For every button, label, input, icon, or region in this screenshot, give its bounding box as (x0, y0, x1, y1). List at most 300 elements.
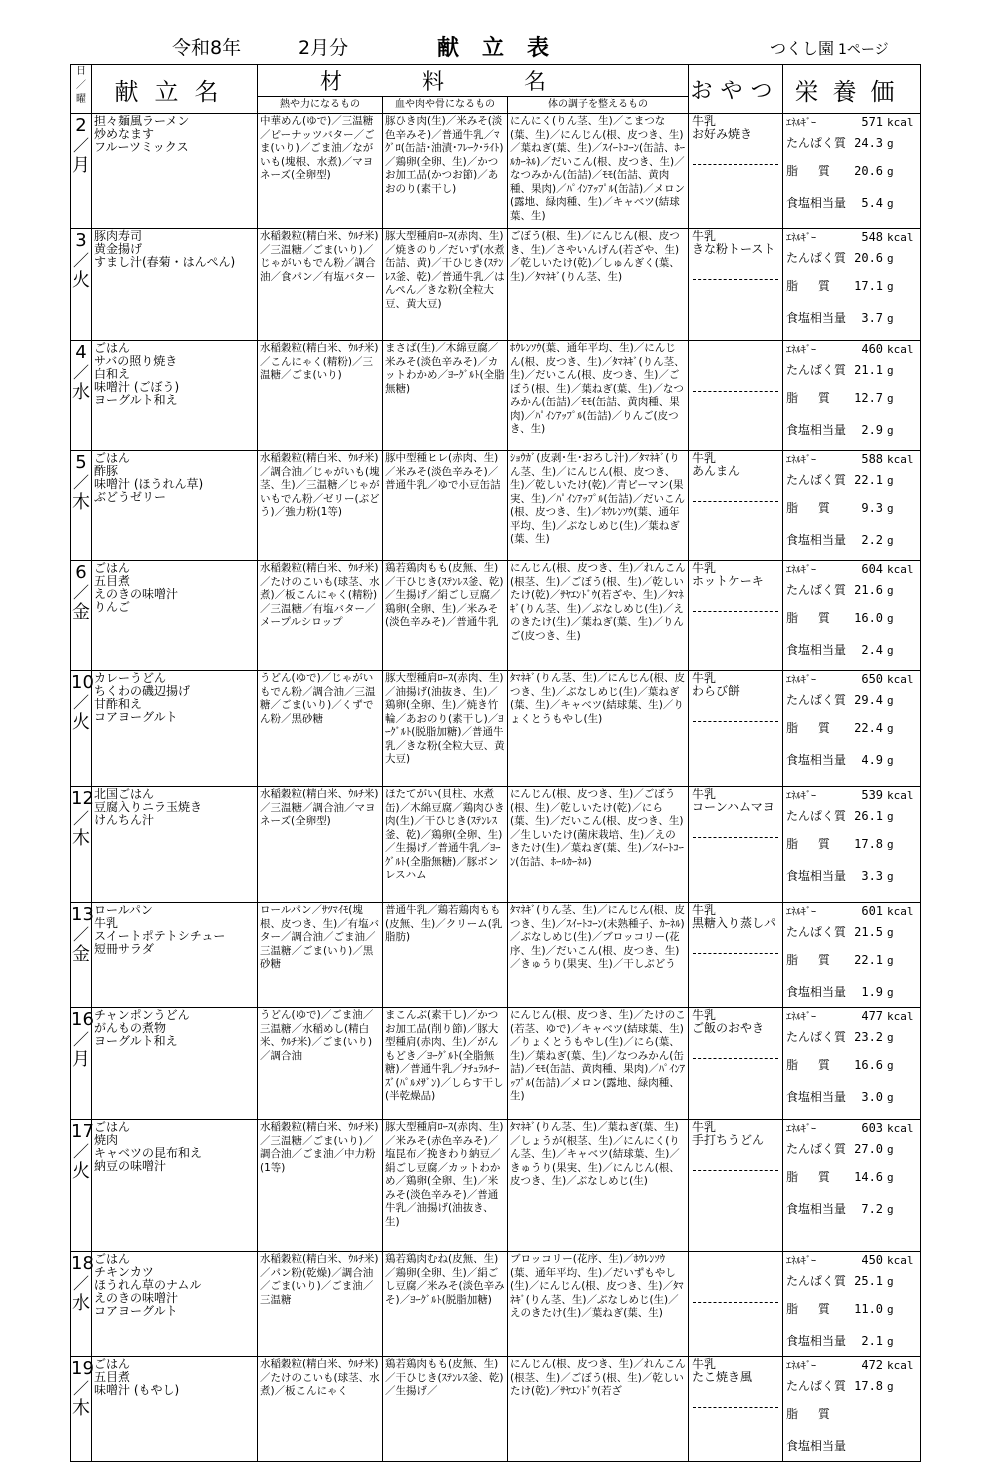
dish-name: 短冊サラダ (94, 942, 154, 956)
salt-unit: g (887, 870, 894, 883)
body-foods-cell: ｼｮｳｶﾞ(皮剥･生･おろし汁)／ﾀﾏﾈｷﾞ(りん茎、生)／にんじん(根、皮つき、生)／乾しいたけ(乾)／青ピーマン(果実、生)／ﾊﾟｲﾝｱｯﾌﾟﾙ(缶詰)／だいこん(根、皮つき、生)／ﾎｳﾚﾝｿｳ(葉、通年平均、生)／ぶなしめじ(生)／葉ねぎ(葉、生) (508, 451, 689, 561)
dishes-cell (92, 671, 258, 787)
nutrition-cell (783, 561, 921, 671)
energy-label: ｴﾈﾙｷﾞｰ (786, 345, 817, 356)
day-cell (71, 341, 92, 451)
protein-label: たんぱく質 (786, 473, 847, 487)
dish-name: 甘酢和え (94, 697, 143, 711)
body-foods-cell: にんじん(根、皮つき、生)／れんこん(根茎、生)／ごぼう(根、生)／乾しいたけ(乾)／ｻﾔｴﾝﾄﾞｳ(若ざ (508, 1357, 689, 1462)
col-ingredients-header (258, 65, 689, 97)
energy-row (786, 787, 917, 803)
snack-drink: 牛乳 (692, 1357, 717, 1371)
dishes-cell (92, 229, 258, 341)
fat-value: 22.4 (854, 721, 884, 735)
nutrition-cell (783, 114, 921, 229)
day-cell (71, 114, 92, 229)
dish-name: スイートポテトシチュー (94, 929, 226, 943)
energy-foods-cell: 中華めん(ゆで)／三温糖／ピーナッツバター／ごま(いり)／ごま油／ながいも(塊根、水煮)／マヨネーズ(全卵型) (258, 114, 383, 229)
fat-label: 脂 質 (786, 1058, 838, 1072)
body-foods-cell: にんじん(根、皮つき、生)／ごぼう(根、生)／乾しいたけ(乾)／にら(葉、生)／だいこん(根、皮つき、生)／生しいたけ(菌床栽培、生)／えのきたけ(生)／葉ねぎ(葉、生)／ｽｲｰﾄｺｰﾝ(缶詰、ﾎｰﾙｶｰﾈﾙ) (508, 787, 689, 903)
snack-item: あんまん (692, 464, 741, 478)
energy-value: 548 (861, 230, 884, 244)
fat-value: 14.6 (854, 1170, 884, 1184)
salt-unit: g (887, 197, 894, 210)
salt-label: 食塩相当量 (786, 869, 847, 883)
protein-value: 21.1 (854, 363, 884, 377)
energy-label: ｴﾈﾙｷﾞｰ (786, 455, 817, 466)
day-cell (71, 1008, 92, 1120)
energy-row (786, 451, 917, 467)
salt-row (786, 188, 917, 218)
fat-value: 17.8 (854, 837, 884, 851)
energy-row (786, 903, 917, 919)
dish-name: 五目煮 (94, 574, 131, 588)
protein-value: 29.4 (854, 693, 884, 707)
energy-row (786, 114, 917, 130)
snack-divider (693, 501, 778, 502)
protein-value: 21.5 (854, 925, 884, 939)
protein-value: 24.3 (854, 136, 884, 150)
day-number: 17 (71, 1121, 94, 1142)
protein-label: たんぱく質 (786, 363, 847, 377)
snack-cell (689, 1357, 783, 1462)
energy-unit: kcal (887, 1254, 914, 1267)
salt-row (786, 745, 917, 775)
nutrition-cell (783, 1008, 921, 1120)
fat-row (786, 383, 917, 415)
salt-row (786, 1431, 917, 1461)
snack-drink: 牛乳 (692, 671, 717, 685)
day-slash: ／ (72, 1142, 89, 1161)
energy-row (786, 671, 917, 687)
snack-divider (693, 953, 778, 954)
fat-row (786, 493, 917, 525)
energy-unit: kcal (887, 231, 914, 244)
energy-value: 477 (861, 1009, 884, 1023)
day-slash: ／ (72, 809, 89, 828)
fat-label: 脂 質 (786, 953, 838, 967)
nutrition-cell (783, 1120, 921, 1252)
school-name (770, 36, 889, 59)
dish-name: ごはん (94, 1252, 131, 1266)
protein-label: たんぱく質 (786, 809, 847, 823)
snack-divider (693, 1407, 778, 1408)
salt-unit: g (887, 312, 894, 325)
fat-value: 16.0 (854, 611, 884, 625)
fat-row (786, 1294, 917, 1326)
dish-name: 白和え (94, 367, 131, 381)
salt-value: 1.9 (861, 985, 884, 999)
dish-name: りんご (94, 600, 131, 614)
day-weekday: 木 (72, 1398, 90, 1419)
dish-name: 酢豚 (94, 464, 119, 478)
dishes-cell (92, 903, 258, 1008)
snack-item: ホットケーキ (692, 574, 764, 588)
protein-row (786, 687, 917, 713)
energy-value: 571 (861, 115, 884, 129)
energy-unit: kcal (887, 673, 914, 686)
fat-unit: g (887, 1171, 894, 1184)
energy-value: 603 (861, 1121, 884, 1135)
dish-name: フルーツミックス (94, 140, 189, 154)
nutrition-cell (783, 787, 921, 903)
energy-label: ｴﾈﾙｷﾞｰ (786, 675, 817, 686)
salt-label: 食塩相当量 (786, 1090, 847, 1104)
day-number: 16 (71, 1009, 94, 1030)
snack-drink: 牛乳 (692, 451, 717, 465)
day-number: 18 (71, 1253, 94, 1274)
dish-name: チャンポンうどん (94, 1008, 190, 1022)
energy-unit: kcal (887, 116, 914, 129)
protein-row (786, 1136, 917, 1162)
salt-unit: g (887, 754, 894, 767)
fat-row (786, 1050, 917, 1082)
day-weekday: 金 (72, 944, 90, 965)
fat-value: 20.6 (854, 164, 884, 178)
protein-row (786, 803, 917, 829)
protein-row (786, 1373, 917, 1399)
dishes-cell (92, 1008, 258, 1120)
salt-unit: g (887, 644, 894, 657)
salt-row (786, 415, 917, 445)
snack-cell (689, 1252, 783, 1357)
energy-foods-cell: うどん(ゆで)／じゃがいもでん粉／調合油／三温糖／ごま(いり)／くずでん粉／黒砂糖 (258, 671, 383, 787)
dishes-cell (92, 1357, 258, 1462)
snack-cell (689, 229, 783, 341)
snack-cell (689, 1120, 783, 1252)
snack-item: お好み焼き (692, 127, 753, 141)
day-slash: ／ (72, 1274, 89, 1293)
day-number: 12 (71, 788, 94, 809)
energy-unit: kcal (887, 1122, 914, 1135)
blood-foods-cell: 豚大型種肩ﾛｰｽ(赤肉、生)／油揚げ(油抜き、生)／鶏卵(全卵、生)／焼き竹輪／あおのり(素干し)／ﾖｰｸﾞﾙﾄ(脱脂加糖)／普通牛乳／きな粉(全粒大豆、黄大豆) (383, 671, 508, 787)
fat-unit: g (887, 954, 894, 967)
protein-label: たんぱく質 (786, 251, 847, 265)
snack-divider (693, 279, 778, 280)
protein-row (786, 245, 917, 271)
school-label: つくし園 (770, 39, 835, 58)
day-slash: ／ (72, 251, 89, 270)
energy-label: ｴﾈﾙｷﾞｰ (786, 1012, 817, 1023)
snack-divider (693, 164, 778, 165)
day-cell (71, 561, 92, 671)
fat-unit: g (887, 612, 894, 625)
protein-unit: g (887, 474, 894, 487)
fat-value: 9.3 (861, 501, 884, 515)
energy-unit: kcal (887, 789, 914, 802)
body-foods-cell: ﾀﾏﾈｷﾞ(りん茎、生)／にんじん(根、皮つき、生)／ｽｲｰﾄｺｰﾝ(未熟種子、ｶｰﾈﾙ)／ぶなしめじ(生)／ブロッコリー(花序、生)／だいこん(根、皮つき、生)／きゅうり(果実、生)／干しぶどう (508, 903, 689, 1008)
snack-divider (693, 721, 778, 722)
energy-foods-cell: 水稲穀粒(精白米、ｳﾙﾁ米)／たけのこいも(球茎、水煮)／板こんにゃく (258, 1357, 383, 1462)
dish-name: ぶどうゼリー (94, 490, 167, 504)
snack-drink: 牛乳 (692, 229, 717, 243)
snack-item: 手打ちうどん (692, 1133, 765, 1147)
nutrition-cell (783, 671, 921, 787)
snack-divider (693, 1058, 778, 1059)
day-cell (71, 787, 92, 903)
salt-row (786, 635, 917, 665)
energy-foods-cell: ロールパン／ｻﾂﾏｲﾓ(塊根、皮つき、生)／有塩バター／調合油／ごま油／三温糖／ごま(いり)／黒砂糖 (258, 903, 383, 1008)
salt-unit: g (887, 986, 894, 999)
dish-name: コアヨーグルト (94, 1304, 178, 1318)
snack-drink: 牛乳 (692, 787, 717, 801)
blood-foods-cell: まこんぶ(素干し)／かつお加工品(削り節)／豚大型種肩(赤肉、生)／がんもどき／ﾖｰｸﾞﾙﾄ(全脂無糖)／普通牛乳／ﾅﾁｭﾗﾙﾁｰｽﾞ(ﾊﾟﾙﾒｻﾞﾝ)／しらす干し(半乾燥品) (383, 1008, 508, 1120)
day-weekday: 木 (72, 828, 90, 849)
protein-unit: g (887, 810, 894, 823)
dish-name: 納豆の味噌汁 (94, 1159, 167, 1173)
energy-foods-cell: 水稲穀粒(精白米、ｳﾙﾁ米)／三温糖／ごま(いり)／じゃがいもでん粉／調合油／食パン／有塩バター (258, 229, 383, 341)
snack-drink: 牛乳 (692, 1008, 717, 1022)
protein-row (786, 130, 917, 156)
body-foods-cell: ごぼう(根、生)／にんじん(根、皮つき、生)／さやいんげん(若ざや、生)／乾しいたけ(乾)／しゅんぎく(葉、生)／ﾀﾏﾈｷﾞ(りん茎、生) (508, 229, 689, 341)
salt-value: 3.0 (861, 1090, 884, 1104)
fat-row (786, 713, 917, 745)
fat-label: 脂 質 (786, 1170, 838, 1184)
fat-row (786, 603, 917, 635)
day-weekday: 月 (72, 155, 90, 176)
menu-day-row (71, 1008, 921, 1120)
salt-label: 食塩相当量 (786, 311, 847, 325)
dish-name: えのきの味噌汁 (94, 1291, 179, 1305)
fat-value: 12.7 (854, 391, 884, 405)
dishes-cell (92, 1120, 258, 1252)
salt-label: 食塩相当量 (786, 533, 847, 547)
fat-value: 17.1 (854, 279, 884, 293)
salt-value: 7.2 (861, 1202, 884, 1216)
salt-label: 食塩相当量 (786, 423, 847, 437)
page-title: 献立表 (437, 36, 573, 61)
protein-label: たんぱく質 (786, 693, 847, 707)
col-nutrition-header (783, 65, 921, 114)
snack-cell (689, 903, 783, 1008)
snack-cell (689, 561, 783, 671)
energy-label: ｴﾈﾙｷﾞｰ (786, 791, 817, 802)
salt-value: 2.4 (861, 643, 884, 657)
protein-row (786, 577, 917, 603)
col-day-header (71, 65, 92, 114)
dishes-cell (92, 341, 258, 451)
nutrition-cell (783, 229, 921, 341)
day-cell (71, 903, 92, 1008)
dish-name: カレーうどん (94, 671, 167, 685)
protein-label: たんぱく質 (786, 1142, 847, 1156)
dish-name: ほうれん草のナムル (94, 1278, 202, 1292)
protein-unit: g (887, 252, 894, 265)
salt-label: 食塩相当量 (786, 1334, 847, 1348)
salt-unit: g (887, 1203, 894, 1216)
era-year: 令和8年 (172, 37, 242, 59)
energy-foods-cell: 水稲穀粒(精白米、ｳﾙﾁ米)／三温糖／ごま(いり)／調合油／ごま油／中力粉(1等) (258, 1120, 383, 1252)
col-menu-header (92, 65, 258, 114)
day-slash: ／ (72, 693, 89, 712)
day-weekday: 火 (72, 712, 90, 733)
dish-name: ロールパン (94, 903, 153, 917)
energy-foods-cell: 水稲穀粒(精白米、ｳﾙﾁ米)／パン粉(乾燥)／調合油／ごま(いり)／ごま油／三温糖 (258, 1252, 383, 1357)
dish-name: 味噌汁 (ごぼう) (94, 380, 180, 394)
salt-unit: g (887, 1335, 894, 1348)
salt-unit: g (887, 1091, 894, 1104)
day-weekday: 金 (72, 602, 90, 623)
protein-value: 27.0 (854, 1142, 884, 1156)
body-foods-cell: ブロッコリー(花序、生)／ﾎｳﾚﾝｿｳ(葉、通年平均、生)／だいずもやし(生)／にんじん(根、皮つき、生)／ﾀﾏﾈｷﾞ(りん茎、生)／ぶなしめじ(生)／えのきたけ(生)／葉ねぎ(葉、生) (508, 1252, 689, 1357)
salt-row (786, 1326, 917, 1356)
fat-label: 脂 質 (786, 837, 838, 851)
dish-name: ごはん (94, 341, 131, 355)
snack-cell (689, 451, 783, 561)
blood-foods-cell: 豚ひき肉(生)／米みそ(淡色辛みそ)／普通牛乳／ﾏｸﾞﾛ(缶詰･油漬･ﾌﾚｰｸ･ﾗｲﾄ)／鶏卵(全卵、生)／かつお加工品(かつお節)／あおのり(素干し) (383, 114, 508, 229)
salt-value: 3.7 (861, 311, 884, 325)
snack-cell (689, 787, 783, 903)
fat-value: 16.6 (854, 1058, 884, 1072)
body-foods-cell: にんじん(根、皮つき、生)／たけのこ(若茎、ゆで)／キャベツ(結球葉、生)／りょくとうもやし(生)／にら(葉、生)／葉ねぎ(葉、生)／なつみかん(缶詰)／ﾓﾓ(缶詰、黄肉種、果肉)／ﾊﾟｲﾝｱｯﾌﾟﾙ(缶詰)／メロン(露地、緑肉種、生) (508, 1008, 689, 1120)
energy-unit: kcal (887, 563, 914, 576)
day-cell (71, 1120, 92, 1252)
menu-day-row (71, 561, 921, 671)
fat-label: 脂 質 (786, 611, 838, 625)
col-energy-foods-header: 熱や力になるもの (258, 97, 383, 114)
col-snack-label: おやつ (690, 78, 781, 104)
dish-name: コアヨーグルト (94, 710, 178, 724)
dish-name: 豆腐入りニラ玉焼き (94, 800, 203, 814)
day-weekday: 月 (72, 1049, 90, 1070)
menu-day-row (71, 229, 921, 341)
day-slash: ／ (72, 473, 89, 492)
protein-unit: g (887, 137, 894, 150)
day-weekday: 水 (72, 382, 90, 403)
day-cell (71, 1357, 92, 1462)
energy-foods-cell: 水稲穀粒(精白米、ｳﾙﾁ米)／調合油／じゃがいも(塊茎、生)／三温糖／じゃがいもでん粉／ゼリー(ぶどう)／強力粉(1等) (258, 451, 383, 561)
snack-item: コーンハムマヨ (692, 800, 775, 814)
menu-table-body (71, 114, 921, 1462)
salt-row (786, 977, 917, 1007)
col-snack-header (689, 65, 783, 114)
menu-table (70, 64, 921, 1462)
salt-unit: g (887, 424, 894, 437)
menu-day-row (71, 1120, 921, 1252)
dish-name: すまし汁(春菊・はんぺん) (94, 255, 236, 269)
nutrition-cell (783, 451, 921, 561)
menu-day-row (71, 1252, 921, 1357)
fat-value: 11.0 (854, 1302, 884, 1316)
day-weekday: 火 (72, 270, 90, 291)
protein-unit: g (887, 364, 894, 377)
menu-month: 2月分 (298, 37, 349, 59)
snack-item: たこ焼き風 (692, 1370, 753, 1384)
dishes-cell (92, 1252, 258, 1357)
blood-foods-cell: 豚大型種肩ﾛｰｽ(赤肉、生)／焼きのり／だいず(水煮缶詰、黄)／干ひじき(ｽﾃﾝﾚｽ釜、乾)／普通牛乳／はんぺん／きな粉(全粒大豆、黄大豆) (383, 229, 508, 341)
protein-unit: g (887, 584, 894, 597)
salt-label: 食塩相当量 (786, 643, 847, 657)
energy-value: 472 (861, 1358, 884, 1372)
energy-value: 588 (861, 452, 884, 466)
nutrition-cell (783, 341, 921, 451)
blood-foods-cell: 鶏若鶏肉もも(皮無、生)／干ひじき(ｽﾃﾝﾚｽ釜、乾)／生揚げ／絹ごし豆腐／鶏卵(全卵、生)／米みそ(淡色辛みそ)／普通牛乳 (383, 561, 508, 671)
salt-row (786, 1082, 917, 1112)
day-slash: ／ (72, 136, 89, 155)
col-day-top: 日 (76, 66, 86, 77)
protein-unit: g (887, 694, 894, 707)
day-weekday: 水 (72, 1293, 90, 1314)
protein-unit: g (887, 1031, 894, 1044)
nutrition-cell (783, 1252, 921, 1357)
salt-row (786, 303, 917, 333)
col-body-foods-header: 体の調子を整えるもの (508, 97, 689, 114)
fat-unit: g (887, 502, 894, 515)
energy-label: ｴﾈﾙｷﾞｰ (786, 907, 817, 918)
fat-row (786, 156, 917, 188)
energy-foods-cell: 水稲穀粒(精白米、ｳﾙﾁ米)／たけのこいも(球茎、水煮)／板こんにゃく(精粉)／三温糖／有塩バター／メープルシロップ (258, 561, 383, 671)
menu-day-row (71, 787, 921, 903)
fat-unit: g (887, 1303, 894, 1316)
protein-row (786, 919, 917, 945)
col-menu-label: 献立名 (114, 77, 235, 106)
energy-foods-cell: うどん(ゆで)／ごま油／三温糖／水稲めし(精白米、ｳﾙﾁ米)／ごま(いり)／調合油 (258, 1008, 383, 1120)
energy-unit: kcal (887, 905, 914, 918)
dish-name: 豚肉寿司 (94, 229, 143, 243)
day-cell (71, 229, 92, 341)
day-weekday: 火 (72, 1161, 90, 1182)
blood-foods-cell: 普通牛乳／鶏若鶏肉もも(皮無、生)／クリーム(乳脂肪) (383, 903, 508, 1008)
energy-row (786, 1008, 917, 1024)
snack-divider (693, 611, 778, 612)
menu-day-row (71, 451, 921, 561)
fat-label: 脂 質 (786, 501, 838, 515)
day-slash: ／ (72, 363, 89, 382)
dish-name: ごはん (94, 1120, 131, 1134)
protein-value: 26.1 (854, 809, 884, 823)
col-blood-foods-header: 血や肉や骨になるもの (383, 97, 508, 114)
dish-name: ごはん (94, 1357, 131, 1371)
col-nutrition-label: 栄養価 (794, 77, 909, 106)
dish-name: けんちん汁 (94, 813, 155, 827)
energy-value: 450 (861, 1253, 884, 1267)
blood-foods-cell: 鶏若鶏肉もも(皮無、生)／干ひじき(ｽﾃﾝﾚｽ釜、乾)／生揚げ／ (383, 1357, 508, 1462)
day-weekday: 木 (72, 492, 90, 513)
salt-row (786, 525, 917, 555)
day-slash: ／ (72, 583, 89, 602)
day-number: 10 (71, 672, 94, 693)
salt-row (786, 1194, 917, 1224)
blood-foods-cell: 豚大型種肩ﾛｰｽ(赤肉、生)／米みそ(赤色辛みそ)／塩昆布／挽きわり納豆／絹ごし豆腐／カットわかめ／鶏卵(全卵、生)／米みそ(淡色辛みそ)／普通牛乳／油揚げ(油抜き、生) (383, 1120, 508, 1252)
dish-name: 味噌汁 (もやし) (94, 1383, 180, 1397)
menu-day-row (71, 341, 921, 451)
snack-divider (693, 1302, 778, 1303)
dish-name: がんもの煮物 (94, 1021, 167, 1035)
dish-name: 味噌汁 (ほうれん草) (94, 477, 204, 491)
menu-day-row (71, 671, 921, 787)
dish-name: ヨーグルト和え (94, 393, 178, 407)
day-number: 5 (75, 452, 87, 473)
menu-day-row (71, 903, 921, 1008)
energy-row (786, 1357, 917, 1373)
day-number: 3 (75, 230, 87, 251)
day-number: 19 (71, 1358, 94, 1379)
fat-label: 脂 質 (786, 164, 838, 178)
salt-value: 2.1 (861, 1334, 884, 1348)
protein-label: たんぱく質 (786, 583, 847, 597)
energy-value: 601 (861, 904, 884, 918)
dish-name: 北国ごはん (94, 787, 155, 801)
snack-item: ご飯のおやき (692, 1021, 765, 1035)
blood-foods-cell: ほたてがい(貝柱、水煮缶)／木綿豆腐／鶏肉ひき肉(生)／干ひじき(ｽﾃﾝﾚｽ釜、乾)／鶏卵(全卵、生)／生揚げ／普通牛乳／ﾖｰｸﾞﾙﾄ(全脂無糖)／豚ボンレスハム (383, 787, 508, 903)
protein-value: 25.1 (854, 1274, 884, 1288)
salt-label: 食塩相当量 (786, 196, 847, 210)
dishes-cell (92, 451, 258, 561)
protein-unit: g (887, 926, 894, 939)
dish-name: 黄金揚げ (94, 242, 143, 256)
protein-unit: g (887, 1275, 894, 1288)
dish-name: ヨーグルト和え (94, 1034, 178, 1048)
